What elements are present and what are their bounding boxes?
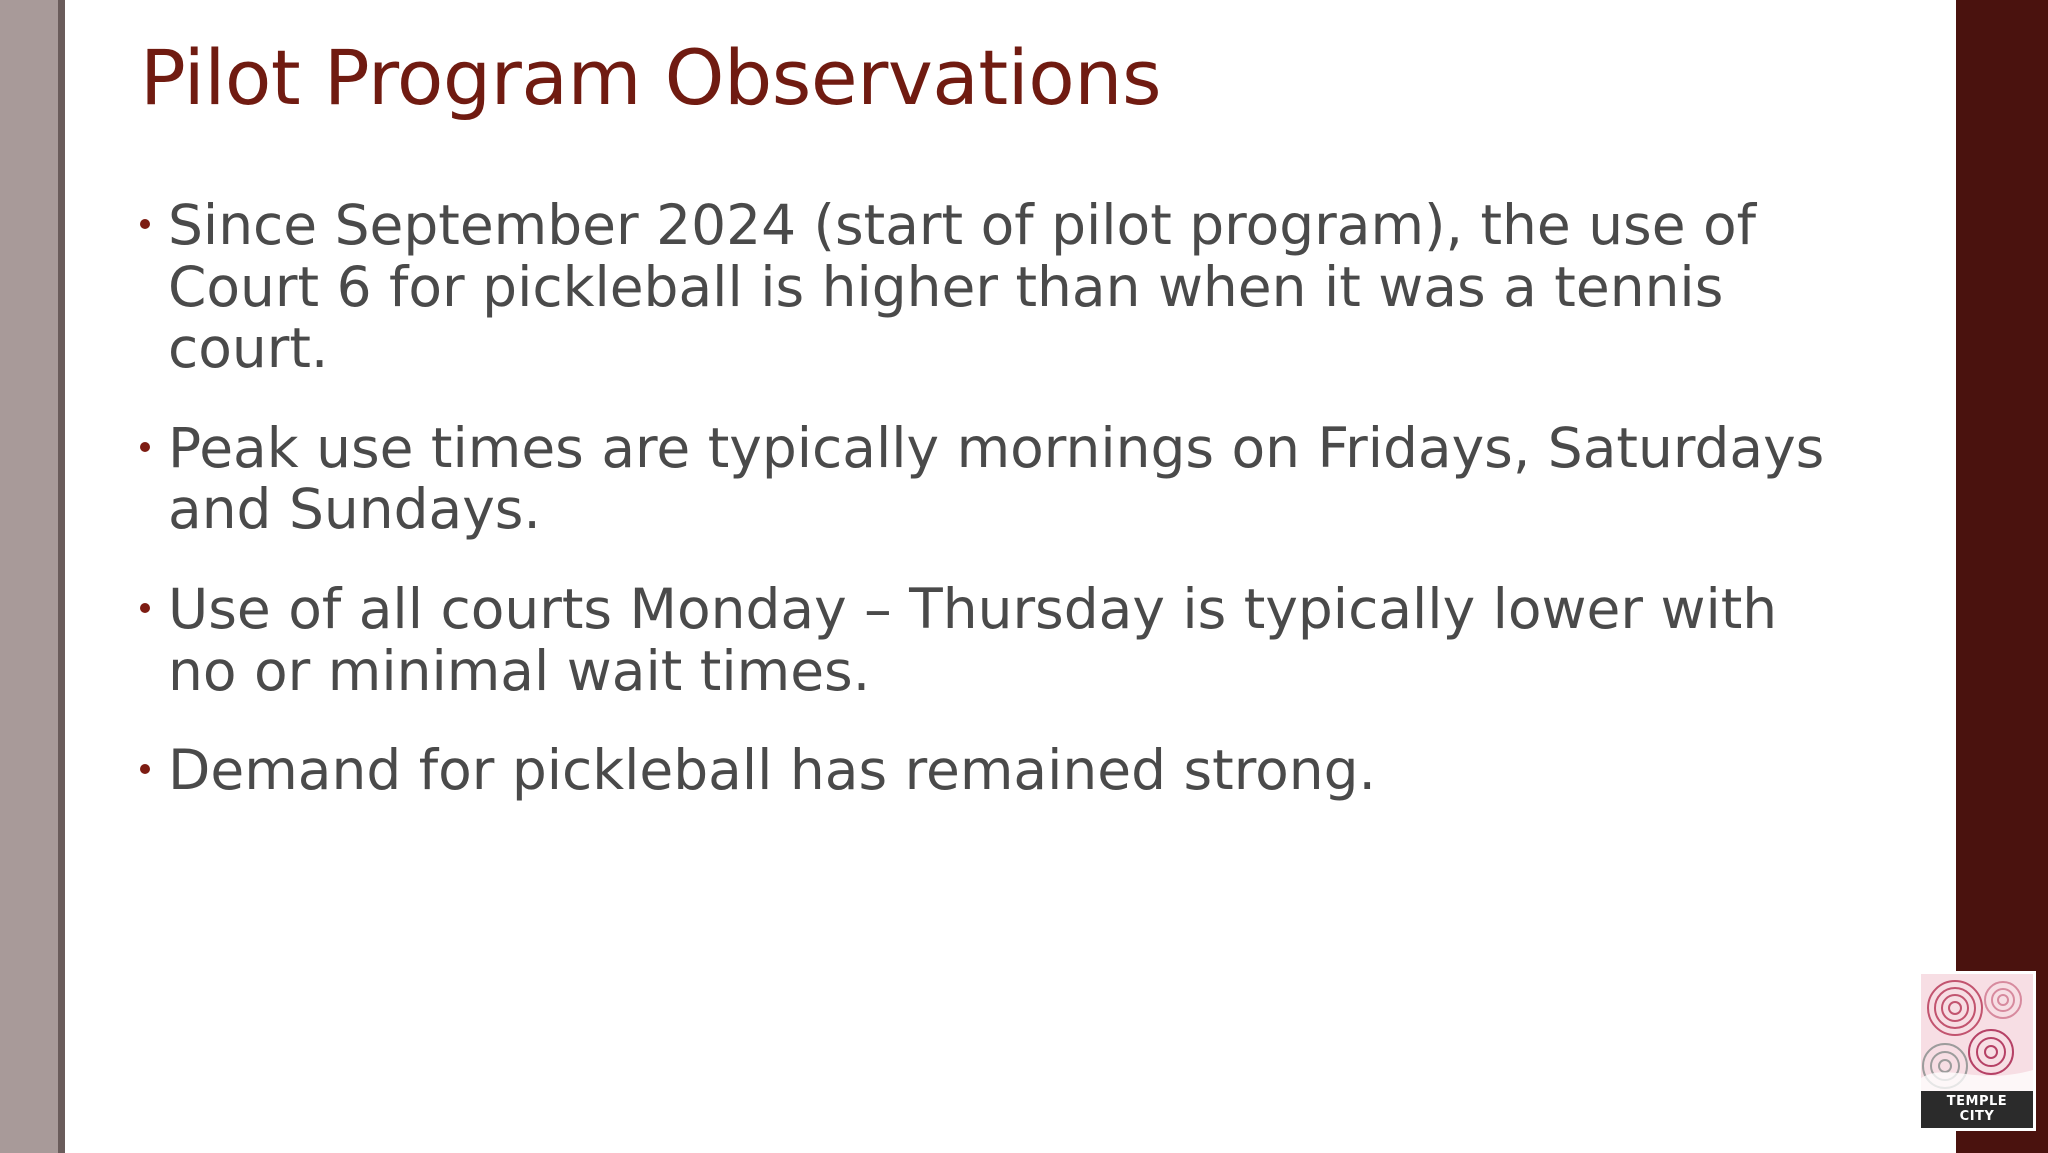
list-item — [130, 740, 1850, 802]
rose-emblem-icon — [1921, 974, 2033, 1096]
list-item — [130, 576, 1850, 703]
page-title: Pilot Program Observations — [140, 33, 1162, 122]
logo-caption-line1: TEMPLE — [1946, 1094, 2008, 1109]
list-item-text: Demand for pickleball has remained strong. — [168, 738, 1377, 803]
left-accent-line — [58, 0, 65, 1153]
logo-caption — [1921, 1091, 2033, 1128]
list-item-text: Since September 2024 (start of pilot program), the use of Court 6 for pickleball is higher than when it was a tennis court. — [168, 193, 1757, 381]
left-decorative-band — [0, 0, 58, 1153]
temple-city-logo — [1918, 971, 2036, 1131]
bullet-list — [130, 195, 1850, 840]
bullet-dot-icon — [140, 764, 150, 774]
bullet-dot-icon — [140, 219, 150, 229]
list-item — [130, 195, 1850, 380]
bullet-dot-icon — [140, 603, 150, 613]
logo-caption-line2: CITY — [1959, 1109, 1995, 1124]
list-item-text: Peak use times are typically mornings on Fridays, Saturdays and Sundays. — [168, 415, 1825, 542]
list-item — [130, 415, 1850, 542]
list-item-text: Use of all courts Monday – Thursday is typically lower with no or minimal wait times. — [168, 576, 1778, 703]
bullet-dot-icon — [140, 442, 150, 452]
slide-content — [130, 0, 1830, 1153]
